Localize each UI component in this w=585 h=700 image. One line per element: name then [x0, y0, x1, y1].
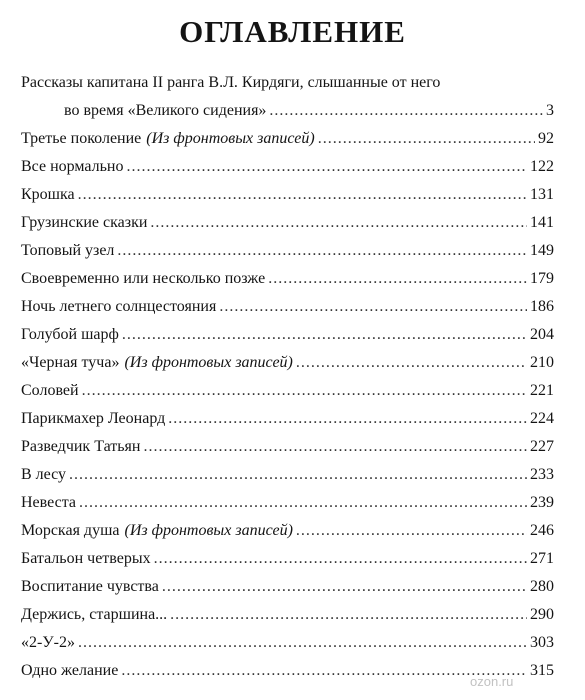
toc-page-number: 239	[530, 494, 554, 511]
toc-entry	[21, 70, 554, 126]
toc-entry-title: Рассказы капитана II ранга В.Л. Кирдяги, слышанные от него	[21, 74, 441, 91]
dot-leader	[219, 297, 527, 317]
toc-entry-title: В лесу	[21, 466, 67, 483]
toc-entry	[21, 182, 554, 210]
toc-entry	[21, 154, 554, 182]
toc-page-number: 179	[530, 270, 554, 287]
toc-entry-title: Голубой шарф	[21, 326, 119, 343]
toc-page-number: 131	[530, 186, 554, 203]
watermark: ozon.ru	[470, 674, 514, 689]
dot-leader	[268, 269, 527, 289]
dot-leader	[318, 129, 535, 149]
toc-entry	[21, 406, 554, 434]
toc-page-number: 210	[530, 354, 554, 371]
toc-page-number: 3	[546, 102, 554, 119]
toc-entry-title: Одно желание	[21, 662, 119, 679]
toc-entry	[21, 322, 554, 350]
dot-leader	[121, 661, 527, 681]
toc-entry	[21, 126, 554, 154]
toc-page-number: 303	[530, 634, 554, 651]
toc-page-number: 227	[530, 438, 554, 455]
dot-leader	[170, 605, 527, 625]
toc-page-number: 149	[530, 242, 554, 259]
toc-entry-title: Батальон четверых	[21, 550, 151, 567]
toc-entry-line	[64, 101, 554, 121]
toc-page-number: 271	[530, 550, 554, 567]
toc-entry-title: Морская душа	[21, 522, 120, 539]
toc-entry	[21, 462, 554, 490]
toc-page-number: 246	[530, 522, 554, 539]
toc-page-number: 92	[538, 130, 554, 147]
dot-leader	[162, 577, 527, 597]
toc-page-number: 315	[530, 662, 554, 679]
page-title: ОГЛАВЛЕНИЕ	[179, 14, 406, 49]
dot-leader	[82, 381, 527, 401]
toc-entry-title: Парикмахер Леонард	[21, 410, 166, 427]
toc-page-number: 280	[530, 578, 554, 595]
toc-page-number: 141	[530, 214, 554, 231]
dot-leader	[78, 633, 527, 653]
toc-entry-line	[21, 73, 554, 93]
toc-entry-title: Грузинские сказки	[21, 214, 148, 231]
dot-leader	[122, 325, 527, 345]
toc-entry	[21, 378, 554, 406]
toc-entry	[21, 574, 554, 602]
toc-page-number: 290	[530, 606, 554, 623]
toc-entry-title: Воспитание чувства	[21, 578, 159, 595]
toc-entry-title: Третье поколение	[21, 130, 142, 147]
dot-leader	[143, 437, 527, 457]
toc-entry-title: Все нормально	[21, 158, 124, 175]
toc-entry	[21, 602, 554, 630]
toc-entry-title: Крошка	[21, 186, 75, 203]
toc-entry	[21, 490, 554, 518]
toc-entry	[21, 434, 554, 462]
toc-entry	[21, 266, 554, 294]
toc-entry-title: Ночь летнего солнцестояния	[21, 298, 217, 315]
toc-entry-title: Своевременно или несколько позже	[21, 270, 266, 287]
toc-entry-title: Топовый узел	[21, 242, 115, 259]
toc-page-number: 233	[530, 466, 554, 483]
toc-entry	[21, 294, 554, 322]
dot-leader	[127, 157, 528, 177]
toc-entry	[21, 238, 554, 266]
dot-leader	[154, 549, 527, 569]
toc-entry-subtitle: (Из фронтовых записей)	[146, 130, 315, 147]
toc-entry-title: Держись, старшина...	[21, 606, 168, 623]
toc-entry-title: «Черная туча»	[21, 354, 120, 371]
table-of-contents	[21, 70, 554, 686]
toc-page-number: 186	[530, 298, 554, 315]
toc-entry	[21, 630, 554, 658]
dot-leader	[168, 409, 527, 429]
dot-leader	[69, 465, 527, 485]
toc-entry-title: Невеста	[21, 494, 77, 511]
toc-entry-title: Разведчик Татьян	[21, 438, 141, 455]
dot-leader	[296, 521, 527, 541]
toc-entry-subtitle: (Из фронтовых записей)	[124, 522, 293, 539]
toc-entry	[21, 546, 554, 574]
dot-leader	[150, 213, 527, 233]
toc-entry	[21, 518, 554, 546]
toc-page-number: 221	[530, 382, 554, 399]
dot-leader	[78, 185, 527, 205]
toc-entry-title: Соловей	[21, 382, 79, 399]
toc-entry	[21, 350, 554, 378]
dot-leader	[79, 493, 527, 513]
toc-page-number: 224	[530, 410, 554, 427]
toc-page-number: 122	[530, 158, 554, 175]
toc-entry-title-continued: во время «Великого сидения»	[64, 102, 267, 119]
dot-leader	[117, 241, 527, 261]
toc-entry-title: «2-У-2»	[21, 634, 75, 651]
toc-entry-subtitle: (Из фронтовых записей)	[124, 354, 293, 371]
dot-leader	[269, 101, 543, 121]
toc-entry	[21, 210, 554, 238]
toc-page-number: 204	[530, 326, 554, 343]
dot-leader	[296, 353, 527, 373]
